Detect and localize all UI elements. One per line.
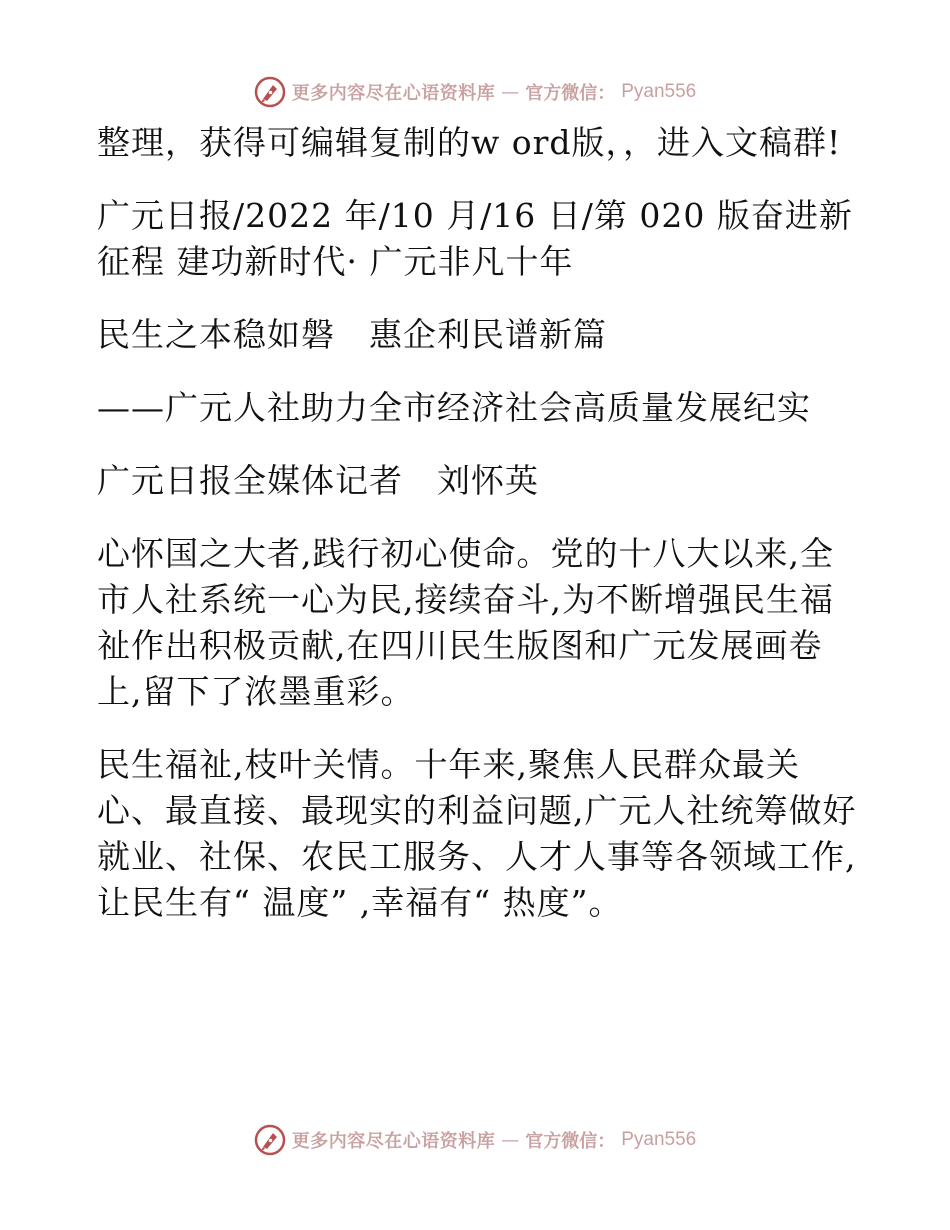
paragraph-byline: 广元日报全媒体记者 刘怀英 <box>97 461 539 500</box>
watermark-wechat-label: 官方微信： <box>525 1131 616 1152</box>
header-watermark <box>0 72 950 112</box>
paragraph-body-2: 民生福祉,枝叶关情。十年来,聚焦人民群众最关心、最直接、最现实的利益问题,广元人社统筹做好就业、社保、农民工服务、人才人事等各领域工作,让民生有“ 温度” ,幸福有“ 热度”。 <box>97 745 857 922</box>
document-body <box>97 120 857 953</box>
paragraph-subheadline: ——广元人社助力全市经济社会高质量发展纪实 <box>97 388 811 427</box>
watermark-dash: — <box>501 1129 520 1151</box>
footer-watermark <box>0 1120 950 1160</box>
watermark-dash: — <box>501 81 520 103</box>
pen-nib-logo-icon <box>254 76 286 108</box>
paragraph-intro: 整理，获得可编辑复制的w ord版，，进入文稿群! <box>97 123 842 162</box>
paragraph-headline: 民生之本稳如磐 惠企利民谱新篇 <box>97 315 607 354</box>
watermark-text: 更多内容尽在心语资料库 <box>291 1131 496 1152</box>
paragraph-source: 广元日报/2022 年/10 月/16 日/第 020 版奋进新征程 建功新时代· 广元非凡十年 <box>97 196 853 281</box>
watermark-text: 更多内容尽在心语资料库 <box>291 83 496 104</box>
paragraph-body-1: 心怀国之大者,践行初心使命。党的十八大以来,全市人社系统一心为民,接续奋斗,为不断增强民生福祉作出积极贡献,在四川民生版图和广元发展画卷上,留下了浓墨重彩。 <box>97 534 834 711</box>
pen-nib-logo-icon <box>254 1124 286 1156</box>
watermark-wechat-id: Pyan556 <box>621 1129 697 1150</box>
watermark-wechat-id: Pyan556 <box>621 81 697 102</box>
watermark-wechat-label: 官方微信： <box>525 83 616 104</box>
